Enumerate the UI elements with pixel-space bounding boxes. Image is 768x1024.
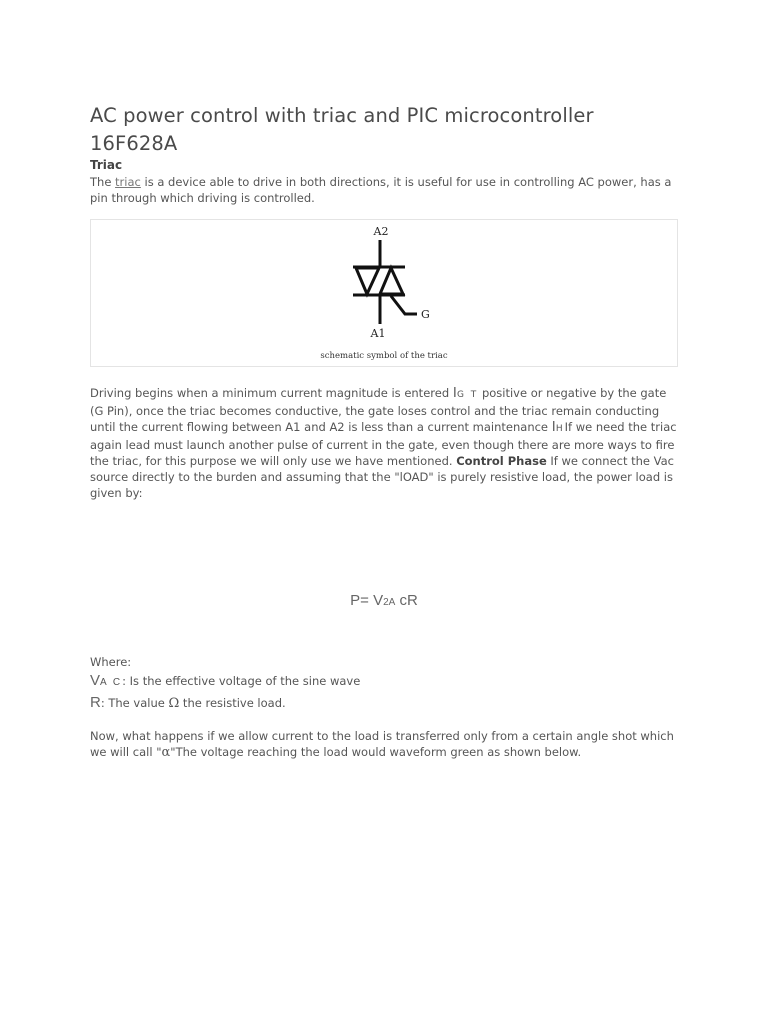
intro-text-start: The [90,175,116,189]
article [90,102,678,761]
diode-left [356,268,379,294]
section-heading-triac: Triac [90,158,123,172]
igt-subscript: G T [456,390,479,400]
page-title: AC power control with triac and PIC microcontroller 16F628A [90,104,594,155]
r-description-end: the resistive load. [179,696,286,710]
ih-subscript: H [555,424,565,434]
r-symbol: R [90,694,101,711]
intro-text-end: is a device able to drive in both directions, it is useful for use in controlling AC power, has a pin through which driving is controlled. [90,175,672,205]
driving-paragraph [90,385,678,501]
gate-lead [391,296,417,314]
driving-text-4: If we connect the Vac source directly to the burden and assuming that the "lOAD" is purely resistive load, the power load is given by: [90,454,675,500]
power-formula [90,591,678,611]
driving-text-1: Driving begins when a minimum current magnitude is entered [90,386,453,400]
now-paragraph [90,728,678,761]
triac-symbol-diagram [91,220,677,366]
r-description-start: : The value [100,696,169,710]
formula-right: cR [395,592,418,609]
where-label: Where: [90,655,132,669]
label-a2: A2 [373,225,389,238]
vac-symbol: V [90,672,101,689]
formula-subscript: 2A [383,597,396,608]
igt-symbol: I [452,384,457,401]
vac-description: : Is the effective voltage of the sine wave [122,674,361,688]
label-g: G [421,308,430,321]
alpha-symbol: α [161,745,171,760]
where-r-line [90,694,678,713]
where-vac-line [90,672,678,692]
ih-symbol: I [551,418,556,435]
diode-right [380,268,403,294]
driving-text-3: If we need the triac again lead must launch another pulse of current in the gate, even though there are more ways to fire the triac, for this purpose we will only use we have mentioned. [90,420,677,468]
figure-caption: schematic symbol of the triac [320,351,448,361]
triac-figure [90,219,678,367]
driving-text-2: positive or negative by the gate (G Pin), once the triac becomes conductive, the gate loses control and the triac remain conducting until the current flowing between A1 and A2 is less than a current maintenance [90,386,667,434]
now-text-2: "The voltage reaching the load would waveform green as shown below. [170,745,582,759]
omega-symbol: Ω [168,696,180,711]
label-a1: A1 [370,327,386,340]
formula-left: P= V [350,592,384,609]
triac-link[interactable]: triac [115,175,141,189]
control-phase-heading: Control Phase [456,454,547,468]
now-text-1: Now, what happens if we allow current to the load is transferred only from a certain angle shot which we will call " [90,729,674,759]
intro-paragraph [90,174,678,206]
vac-subscript: A C [100,677,123,688]
